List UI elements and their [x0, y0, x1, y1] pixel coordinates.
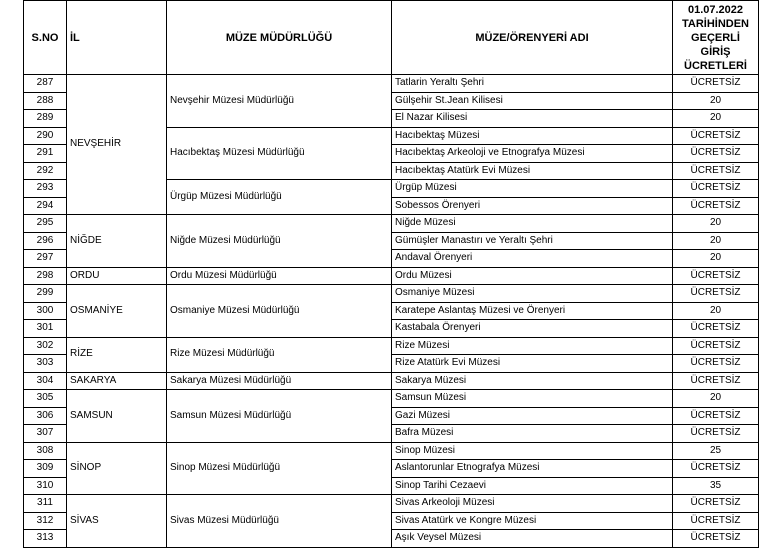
row-number: 300	[24, 302, 67, 320]
row-number: 311	[24, 495, 67, 513]
fee-cell: ÜCRETSİZ	[673, 355, 759, 373]
fee-cell: ÜCRETSİZ	[673, 512, 759, 530]
province-cell: RİZE	[67, 337, 167, 372]
fee-cell: ÜCRETSİZ	[673, 285, 759, 303]
fee-cell: ÜCRETSİZ	[673, 425, 759, 443]
row-number: 308	[24, 442, 67, 460]
fee-cell: ÜCRETSİZ	[673, 460, 759, 478]
fee-cell: ÜCRETSİZ	[673, 127, 759, 145]
directorate-cell: Sakarya Müzesi Müdürlüğü	[167, 372, 392, 390]
museum-name-cell: Sakarya Müzesi	[392, 372, 673, 390]
museum-name-cell: Karatepe Aslantaş Müzesi ve Örenyeri	[392, 302, 673, 320]
header-fee	[673, 1, 759, 75]
directorate-cell: Hacıbektaş Müzesi Müdürlüğü	[167, 127, 392, 180]
museum-name-cell: Sinop Müzesi	[392, 442, 673, 460]
directorate-cell: Rize Müzesi Müdürlüğü	[167, 337, 392, 372]
row-number: 309	[24, 460, 67, 478]
province-cell: SAMSUN	[67, 390, 167, 443]
province-cell: NEVŞEHİR	[67, 75, 167, 215]
directorate-cell: Ordu Müzesi Müdürlüğü	[167, 267, 392, 285]
fee-cell: 20	[673, 110, 759, 128]
fee-cell: ÜCRETSİZ	[673, 407, 759, 425]
row-number: 294	[24, 197, 67, 215]
fee-cell: 20	[673, 232, 759, 250]
row-number: 290	[24, 127, 67, 145]
row-number: 293	[24, 180, 67, 198]
museum-name-cell: Samsun Müzesi	[392, 390, 673, 408]
museum-name-cell: Sinop Tarihi Cezaevi	[392, 477, 673, 495]
table-row	[24, 390, 759, 408]
museum-name-cell: Rize Atatürk Evi Müzesi	[392, 355, 673, 373]
row-number: 307	[24, 425, 67, 443]
museum-name-cell: Ordu Müzesi	[392, 267, 673, 285]
header-mudurluk: MÜZE MÜDÜRLÜĞÜ	[167, 1, 392, 75]
museum-name-cell: Sivas Atatürk ve Kongre Müzesi	[392, 512, 673, 530]
museum-name-cell: Hacıbektaş Arkeoloji ve Etnografya Müzesi	[392, 145, 673, 163]
fee-cell: ÜCRETSİZ	[673, 530, 759, 548]
table-body	[24, 75, 759, 548]
row-number: 295	[24, 215, 67, 233]
museum-name-cell: Sivas Arkeoloji Müzesi	[392, 495, 673, 513]
table-row	[24, 372, 759, 390]
table-row	[24, 75, 759, 93]
museum-name-cell: Hacıbektaş Atatürk Evi Müzesi	[392, 162, 673, 180]
row-number: 303	[24, 355, 67, 373]
header-fee-line: 01.07.2022	[687, 3, 744, 16]
museum-name-cell: Hacıbektaş Müzesi	[392, 127, 673, 145]
row-number: 313	[24, 530, 67, 548]
row-number: 306	[24, 407, 67, 425]
header-fee-line: TARİHİNDEN	[681, 17, 749, 30]
fee-cell: ÜCRETSİZ	[673, 372, 759, 390]
row-number: 297	[24, 250, 67, 268]
museum-name-cell: Sobessos Örenyeri	[392, 197, 673, 215]
directorate-cell: Samsun Müzesi Müdürlüğü	[167, 390, 392, 443]
table-row	[24, 442, 759, 460]
province-cell: SAKARYA	[67, 372, 167, 390]
province-cell: SİVAS	[67, 495, 167, 548]
province-cell: NİĞDE	[67, 215, 167, 268]
fee-cell: 35	[673, 477, 759, 495]
fee-cell: ÜCRETSİZ	[673, 162, 759, 180]
row-number: 302	[24, 337, 67, 355]
fee-cell: ÜCRETSİZ	[673, 180, 759, 198]
museum-fee-table	[23, 0, 759, 548]
fee-cell: ÜCRETSİZ	[673, 75, 759, 93]
row-number: 305	[24, 390, 67, 408]
province-cell: SİNOP	[67, 442, 167, 495]
row-number: 291	[24, 145, 67, 163]
fee-cell: 20	[673, 92, 759, 110]
museum-name-cell: Aslantorunlar Etnografya Müzesi	[392, 460, 673, 478]
fee-cell: 25	[673, 442, 759, 460]
row-number: 292	[24, 162, 67, 180]
museum-name-cell: Kastabala Örenyeri	[392, 320, 673, 338]
header-fee-line: GEÇERLİ GİRİŞ	[691, 31, 740, 58]
table-header-row	[24, 1, 759, 75]
row-number: 296	[24, 232, 67, 250]
directorate-cell: Ürgüp Müzesi Müdürlüğü	[167, 180, 392, 215]
museum-name-cell: El Nazar Kilisesi	[392, 110, 673, 128]
province-cell: OSMANİYE	[67, 285, 167, 338]
fee-cell: 20	[673, 302, 759, 320]
fee-cell: ÜCRETSİZ	[673, 145, 759, 163]
museum-name-cell: Gazi Müzesi	[392, 407, 673, 425]
fee-cell: ÜCRETSİZ	[673, 337, 759, 355]
header-fee-line: ÜCRETLERİ	[684, 59, 747, 72]
row-number: 310	[24, 477, 67, 495]
fee-cell: ÜCRETSİZ	[673, 495, 759, 513]
row-number: 312	[24, 512, 67, 530]
museum-name-cell: Osmaniye Müzesi	[392, 285, 673, 303]
table-row	[24, 337, 759, 355]
fee-cell: 20	[673, 215, 759, 233]
row-number: 298	[24, 267, 67, 285]
table-row	[24, 285, 759, 303]
row-number: 304	[24, 372, 67, 390]
museum-name-cell: Gümüşler Manastırı ve Yeraltı Şehri	[392, 232, 673, 250]
row-number: 301	[24, 320, 67, 338]
table-row	[24, 495, 759, 513]
fee-cell: 20	[673, 250, 759, 268]
museum-name-cell: Ürgüp Müzesi	[392, 180, 673, 198]
directorate-cell: Sinop Müzesi Müdürlüğü	[167, 442, 392, 495]
header-il: İL	[67, 1, 167, 75]
table-row	[24, 267, 759, 285]
fee-cell: ÜCRETSİZ	[673, 197, 759, 215]
row-number: 287	[24, 75, 67, 93]
museum-name-cell: Aşık Veysel Müzesi	[392, 530, 673, 548]
directorate-cell: Osmaniye Müzesi Müdürlüğü	[167, 285, 392, 338]
row-number: 299	[24, 285, 67, 303]
museum-name-cell: Niğde Müzesi	[392, 215, 673, 233]
fee-cell: ÜCRETSİZ	[673, 267, 759, 285]
directorate-cell: Sivas Müzesi Müdürlüğü	[167, 495, 392, 548]
directorate-cell: Niğde Müzesi Müdürlüğü	[167, 215, 392, 268]
province-cell: ORDU	[67, 267, 167, 285]
table-row	[24, 215, 759, 233]
museum-name-cell: Andaval Örenyeri	[392, 250, 673, 268]
row-number: 289	[24, 110, 67, 128]
header-sno: S.NO	[24, 1, 67, 75]
row-number: 288	[24, 92, 67, 110]
museum-name-cell: Bafra Müzesi	[392, 425, 673, 443]
directorate-cell: Nevşehir Müzesi Müdürlüğü	[167, 75, 392, 128]
museum-name-cell: Gülşehir St.Jean Kilisesi	[392, 92, 673, 110]
museum-name-cell: Rize Müzesi	[392, 337, 673, 355]
fee-cell: 20	[673, 390, 759, 408]
museum-name-cell: Tatlarin Yeraltı Şehri	[392, 75, 673, 93]
header-muze: MÜZE/ÖRENYERİ ADI	[392, 1, 673, 75]
fee-cell: ÜCRETSİZ	[673, 320, 759, 338]
